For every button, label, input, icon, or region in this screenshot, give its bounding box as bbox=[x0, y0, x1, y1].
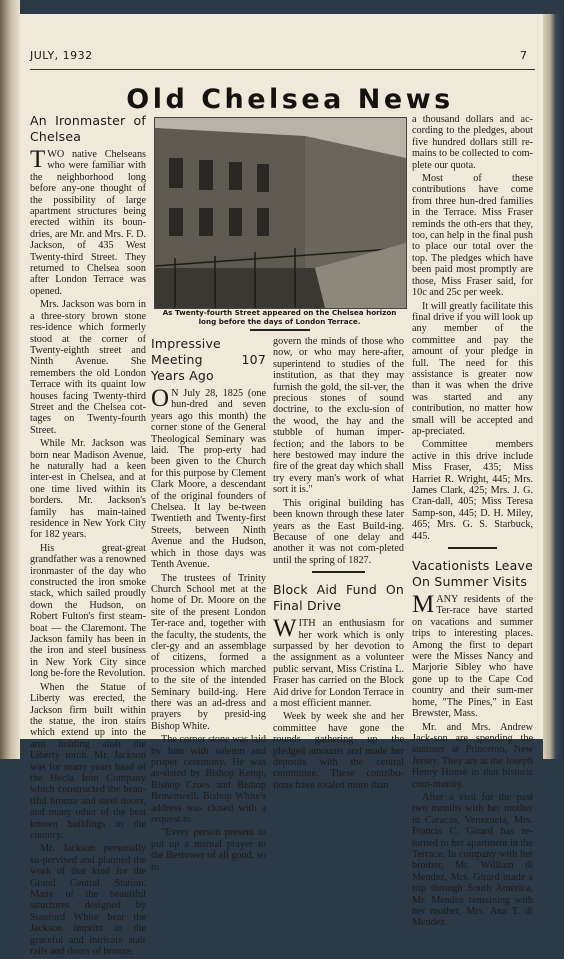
paragraph: WITH an enthusiasm for her work which is only surpassed by her devotion to the assignment as a volunteer public servant, Miss Cristina L. Fraser has carried on the Block Aid drive for London Terrace in a most efficient manner. bbox=[273, 615, 404, 709]
page-header bbox=[30, 47, 535, 70]
headline-block-aid: Block Aid Fund On Final Drive bbox=[273, 582, 404, 614]
drop-cap: W bbox=[273, 615, 297, 643]
paragraph: Committee members active in this drive include Miss Fraser, 435; Miss Harriet R. Wright, 445; Mrs. James Clark, 425; Mrs. J. G. Cran-dall, 405; Miss Teresa Samp-son, 445; D. H. Miley, 465; Mrs. G. S. Starbuck, 445. bbox=[412, 439, 533, 542]
paragraph: Most of these contributions have come from three hun-dred families in the Terrace. Miss Fraser reminds the oth-ers that they, too, can help in the final push to place our total over the top. The pledges which have been paid most promptly are those, Miss Fraser said, for 10c and 25c per week. bbox=[412, 173, 533, 299]
drop-cap: T bbox=[30, 146, 46, 173]
paragraph: O N July 28, 1825 (one hun-dred and seven years ago this month) the corner stone of the General Theological Seminary was laid. The prop-erty had been given to the Church for this purpose by Clement Clark Moore, a descendant of the original founders of Chelsea. It lay be-tween Twentieth and Twenty-first Streets, between Ninth Avenue and the Hudson, which in those days was Tenth Avenue. bbox=[151, 385, 266, 571]
drop-cap: O bbox=[151, 385, 170, 412]
paragraph: Mrs. Jackson was born in a three-story brown stone res-idence which formerly stood at the corner of Twenty-eighth street and Ninth Avenue. She remembers the old London Terrace with its quaint low houses facing Twenty-third Street and the Chelsea cot-tages on Twenty-fourth Street. bbox=[30, 299, 146, 436]
book-binding-right bbox=[543, 14, 564, 759]
headline-vacationists: Vacationists Leave On Summer Visits bbox=[412, 558, 533, 590]
paragraph: "Every person present to put up a mental prayer to the Bestower of all good, so to bbox=[151, 827, 266, 873]
section-divider bbox=[412, 544, 533, 552]
photo-caption: As Twenty-fourth Street appeared on the Chelsea horizon long before the days of London Terrace. bbox=[162, 308, 397, 326]
paragraph: While Mr. Jackson was born near Madison Avenue, he naturally had a keen inter-est in Chelsea, and at one time lived within its borders. Mr. Jackson's family has main-tained residence in New York City for 182 years. bbox=[30, 438, 146, 541]
article-ironmaster bbox=[30, 113, 146, 959]
paragraph: Week by week she and her committee have gone the rounds gathering up the pledged amounts and made her deposits with the central committee. These contribu-tions have totaled more than bbox=[273, 711, 404, 791]
paragraph: govern the minds of those who now, or who may here-after, superintend to studies of the institution, as that they may furnish the gold, the sil-ver, the precious stones of sound doctrine, to the exclu-sion of the wood, the hay and the stubble of human imper-fection; and the labors to be here bestowed may indure the fire of the great day which shall try every man's work of what sort it is." bbox=[273, 336, 404, 496]
paragraph: The trustees of Trinity Church School met at the home of Dr. Moore on the site of the present London Ter-race and, together with the faculty, the students, the cler-gy and an assemblage of citizens, formed a procession which marched to the site of the intended Seminary build-ing. Here there was an ad-dress and prayers by presid-ing Bishop White. bbox=[151, 572, 266, 732]
paragraph: MANY residents of the Ter-race have started on vacations and summer trips to interesting places. Among the first to depart were the Misses Nancy and Marjorie Sibley who have gone up to the Cape Cod country and their sum-mer home, "The Pines," in East Brewster, Mass. bbox=[412, 591, 533, 720]
caption-divider bbox=[250, 329, 310, 331]
paragraph: When the Statue of Liberty was erected, the Jackson firm built within the statue, the iron stairs which extend up into the arm holding aloft the Liberty torch. Mr. Jackson was for many years head of the Hecla Iron Company which constructed the beau-tiful bronze and steel doors, and many other of the best known buildings in the country. bbox=[30, 681, 146, 841]
book-binding-left bbox=[0, 0, 20, 759]
paragraph: The corner stone was laid by him with solemn and proper ceremony. He was as-sisted by Bishop Kemp, Bishop Croes and Bishop Brownwell. Bishop White's address was closed with a request to bbox=[151, 734, 266, 826]
paragraph: TWO native Chelseans who were familiar with the neighborhood long before any-one thought of the possibility of large apartment structures being erected within its boun-dries, are Mr. and Mrs. F. D. Jackson, of 435 West Twenty-third Street. They returned to Chelsea soon after London Terrace was opened. bbox=[30, 146, 146, 297]
newspaper-page bbox=[20, 14, 543, 958]
drop-cap: M bbox=[412, 591, 435, 619]
paragraph: Mr. and Mrs. Andrew Jack-son are spending the summer at Princeton, New Jersey. They are at the Joseph Henry House in that historic com-munity. bbox=[412, 721, 533, 790]
section-divider bbox=[273, 568, 404, 576]
photo-image bbox=[155, 118, 406, 308]
article-meeting bbox=[151, 336, 266, 875]
page-number: 7 bbox=[520, 49, 527, 62]
headline-ironmaster: An Ironmaster of Chelsea bbox=[30, 113, 146, 144]
masthead-title: Old Chelsea News bbox=[126, 84, 454, 115]
paragraph: This original building has been known through these later years as the East Build-ing. Because of one delay and another it was not com-pleted until the spring of 1827. bbox=[273, 497, 404, 566]
article-block-aid-continued bbox=[412, 114, 533, 931]
issue-date: JULY, 1932 bbox=[30, 49, 93, 62]
street-photograph bbox=[154, 117, 407, 309]
headline-meeting: Impressive Meeting 107 Years Ago bbox=[151, 336, 266, 383]
paragraph: Mr. Jackson personally su-pervised and planned the work of that kind for the Grand Central Station. Many of the beautiful structures designed by Stanford White bear the Jackson imprint in the graceful and intricate stair rails and doors of bronze, bbox=[30, 843, 146, 958]
paragraph: After a visit for the past two months with her mother in Caracas, Venezuela, Mrs. Francis C. Girard has re-turned to her apartment in the Terrace. In company with her brother, Mr. William di Mendez, Mrs. Girard made a trip through South America, Mr. Mendez remaining with her mother, Mrs. Ana T. di Mendez. bbox=[412, 791, 533, 929]
paragraph: a thousand dollars and ac-cording to the pledges, about five hundred dollars still re-mains to be collected to com-plete our quota. bbox=[412, 114, 533, 171]
paragraph: It will greatly facilitate this final drive if you will look up any member of the committee and pay the amount of your pledge in full. The need for this assistance is greater now than it was when the drive was started and any contribution, no matter how small will be accepted and ap-preciated. bbox=[412, 300, 533, 437]
paragraph: His great-great grandfather was a renowned ironmaster of the day who constructed the iron smoke stack, which sailed proudly down the Hudson, on Robert Fulton's first steam-boat — the Claremont. The Jackson family has been in the iron and steel business in New York City since long be-fore the Revolution. bbox=[30, 542, 146, 680]
article-meeting-continued bbox=[273, 336, 404, 793]
